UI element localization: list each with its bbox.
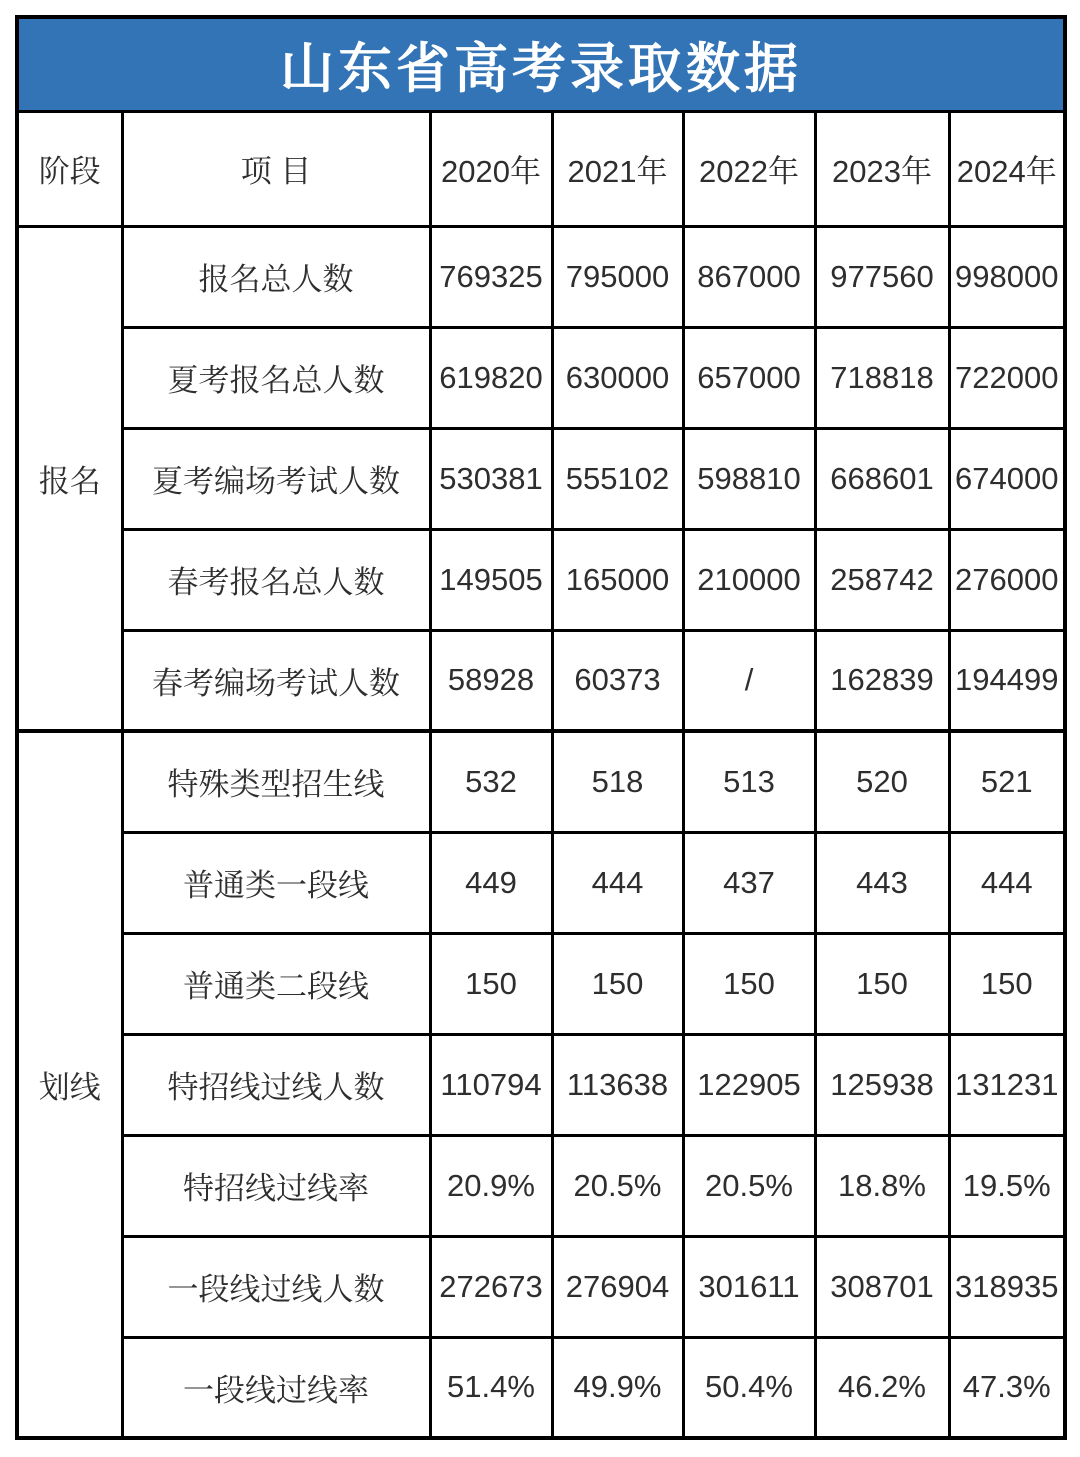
value-cell: / bbox=[683, 630, 815, 731]
value-cell: 125938 bbox=[815, 1034, 949, 1135]
row-label-cell: 一段线过线率 bbox=[122, 1337, 430, 1438]
value-cell: 149505 bbox=[430, 529, 552, 630]
value-cell: 276904 bbox=[552, 1236, 683, 1337]
value-cell: 49.9% bbox=[552, 1337, 683, 1438]
column-header-2023: 2023年 bbox=[815, 111, 949, 226]
table-row bbox=[17, 1337, 1065, 1438]
value-cell: 150 bbox=[683, 933, 815, 1034]
table-row bbox=[17, 1034, 1065, 1135]
table-row bbox=[17, 226, 1065, 327]
value-cell: 50.4% bbox=[683, 1337, 815, 1438]
value-cell: 20.5% bbox=[552, 1135, 683, 1236]
table-row bbox=[17, 630, 1065, 731]
value-cell: 555102 bbox=[552, 428, 683, 529]
table-row bbox=[17, 933, 1065, 1034]
value-cell: 113638 bbox=[552, 1034, 683, 1135]
value-cell: 276000 bbox=[949, 529, 1065, 630]
value-cell: 272673 bbox=[430, 1236, 552, 1337]
row-label-cell: 夏考报名总人数 bbox=[122, 327, 430, 428]
value-cell: 60373 bbox=[552, 630, 683, 731]
row-label-cell: 普通类一段线 bbox=[122, 832, 430, 933]
value-cell: 110794 bbox=[430, 1034, 552, 1135]
row-label-cell: 春考编场考试人数 bbox=[122, 630, 430, 731]
value-cell: 47.3% bbox=[949, 1337, 1065, 1438]
column-header-2020: 2020年 bbox=[430, 111, 552, 226]
value-cell: 520 bbox=[815, 731, 949, 832]
value-cell: 449 bbox=[430, 832, 552, 933]
value-cell: 532 bbox=[430, 731, 552, 832]
value-cell: 998000 bbox=[949, 226, 1065, 327]
value-cell: 162839 bbox=[815, 630, 949, 731]
value-cell: 437 bbox=[683, 832, 815, 933]
value-cell: 165000 bbox=[552, 529, 683, 630]
value-cell: 58928 bbox=[430, 630, 552, 731]
value-cell: 19.5% bbox=[949, 1135, 1065, 1236]
title-row bbox=[17, 17, 1065, 111]
value-cell: 977560 bbox=[815, 226, 949, 327]
value-cell: 444 bbox=[552, 832, 683, 933]
value-cell: 258742 bbox=[815, 529, 949, 630]
value-cell: 46.2% bbox=[815, 1337, 949, 1438]
value-cell: 150 bbox=[815, 933, 949, 1034]
value-cell: 318935 bbox=[949, 1236, 1065, 1337]
value-cell: 668601 bbox=[815, 428, 949, 529]
column-header-2022: 2022年 bbox=[683, 111, 815, 226]
column-header-stage: 阶段 bbox=[17, 111, 122, 226]
value-cell: 150 bbox=[949, 933, 1065, 1034]
column-header-2024: 2024年 bbox=[949, 111, 1065, 226]
value-cell: 444 bbox=[949, 832, 1065, 933]
table-body bbox=[17, 17, 1065, 1438]
value-cell: 718818 bbox=[815, 327, 949, 428]
value-cell: 443 bbox=[815, 832, 949, 933]
value-cell: 619820 bbox=[430, 327, 552, 428]
row-label-cell: 特招线过线率 bbox=[122, 1135, 430, 1236]
column-header-2021: 2021年 bbox=[552, 111, 683, 226]
value-cell: 630000 bbox=[552, 327, 683, 428]
table-row bbox=[17, 1135, 1065, 1236]
value-cell: 122905 bbox=[683, 1034, 815, 1135]
value-cell: 131231 bbox=[949, 1034, 1065, 1135]
value-cell: 598810 bbox=[683, 428, 815, 529]
value-cell: 657000 bbox=[683, 327, 815, 428]
value-cell: 769325 bbox=[430, 226, 552, 327]
row-label-cell: 特殊类型招生线 bbox=[122, 731, 430, 832]
value-cell: 18.8% bbox=[815, 1135, 949, 1236]
table-row bbox=[17, 428, 1065, 529]
value-cell: 795000 bbox=[552, 226, 683, 327]
value-cell: 518 bbox=[552, 731, 683, 832]
value-cell: 51.4% bbox=[430, 1337, 552, 1438]
value-cell: 194499 bbox=[949, 630, 1065, 731]
stage-cell-0: 报名 bbox=[17, 226, 122, 731]
value-cell: 20.5% bbox=[683, 1135, 815, 1236]
table-row bbox=[17, 731, 1065, 832]
value-cell: 308701 bbox=[815, 1236, 949, 1337]
value-cell: 150 bbox=[552, 933, 683, 1034]
table-row bbox=[17, 1236, 1065, 1337]
value-cell: 210000 bbox=[683, 529, 815, 630]
row-label-cell: 春考报名总人数 bbox=[122, 529, 430, 630]
header-row bbox=[17, 111, 1065, 226]
table-row bbox=[17, 327, 1065, 428]
row-label-cell: 普通类二段线 bbox=[122, 933, 430, 1034]
row-label-cell: 报名总人数 bbox=[122, 226, 430, 327]
row-label-cell: 夏考编场考试人数 bbox=[122, 428, 430, 529]
value-cell: 722000 bbox=[949, 327, 1065, 428]
value-cell: 513 bbox=[683, 731, 815, 832]
column-header-item: 项 目 bbox=[122, 111, 430, 226]
page-title: 山东省高考录取数据 bbox=[17, 17, 1065, 111]
stage-cell-1: 划线 bbox=[17, 731, 122, 1438]
value-cell: 20.9% bbox=[430, 1135, 552, 1236]
value-cell: 530381 bbox=[430, 428, 552, 529]
gaokao-data-table bbox=[15, 15, 1067, 1440]
value-cell: 301611 bbox=[683, 1236, 815, 1337]
table-row bbox=[17, 529, 1065, 630]
table-row bbox=[17, 832, 1065, 933]
value-cell: 674000 bbox=[949, 428, 1065, 529]
row-label-cell: 一段线过线人数 bbox=[122, 1236, 430, 1337]
value-cell: 521 bbox=[949, 731, 1065, 832]
value-cell: 150 bbox=[430, 933, 552, 1034]
value-cell: 867000 bbox=[683, 226, 815, 327]
row-label-cell: 特招线过线人数 bbox=[122, 1034, 430, 1135]
